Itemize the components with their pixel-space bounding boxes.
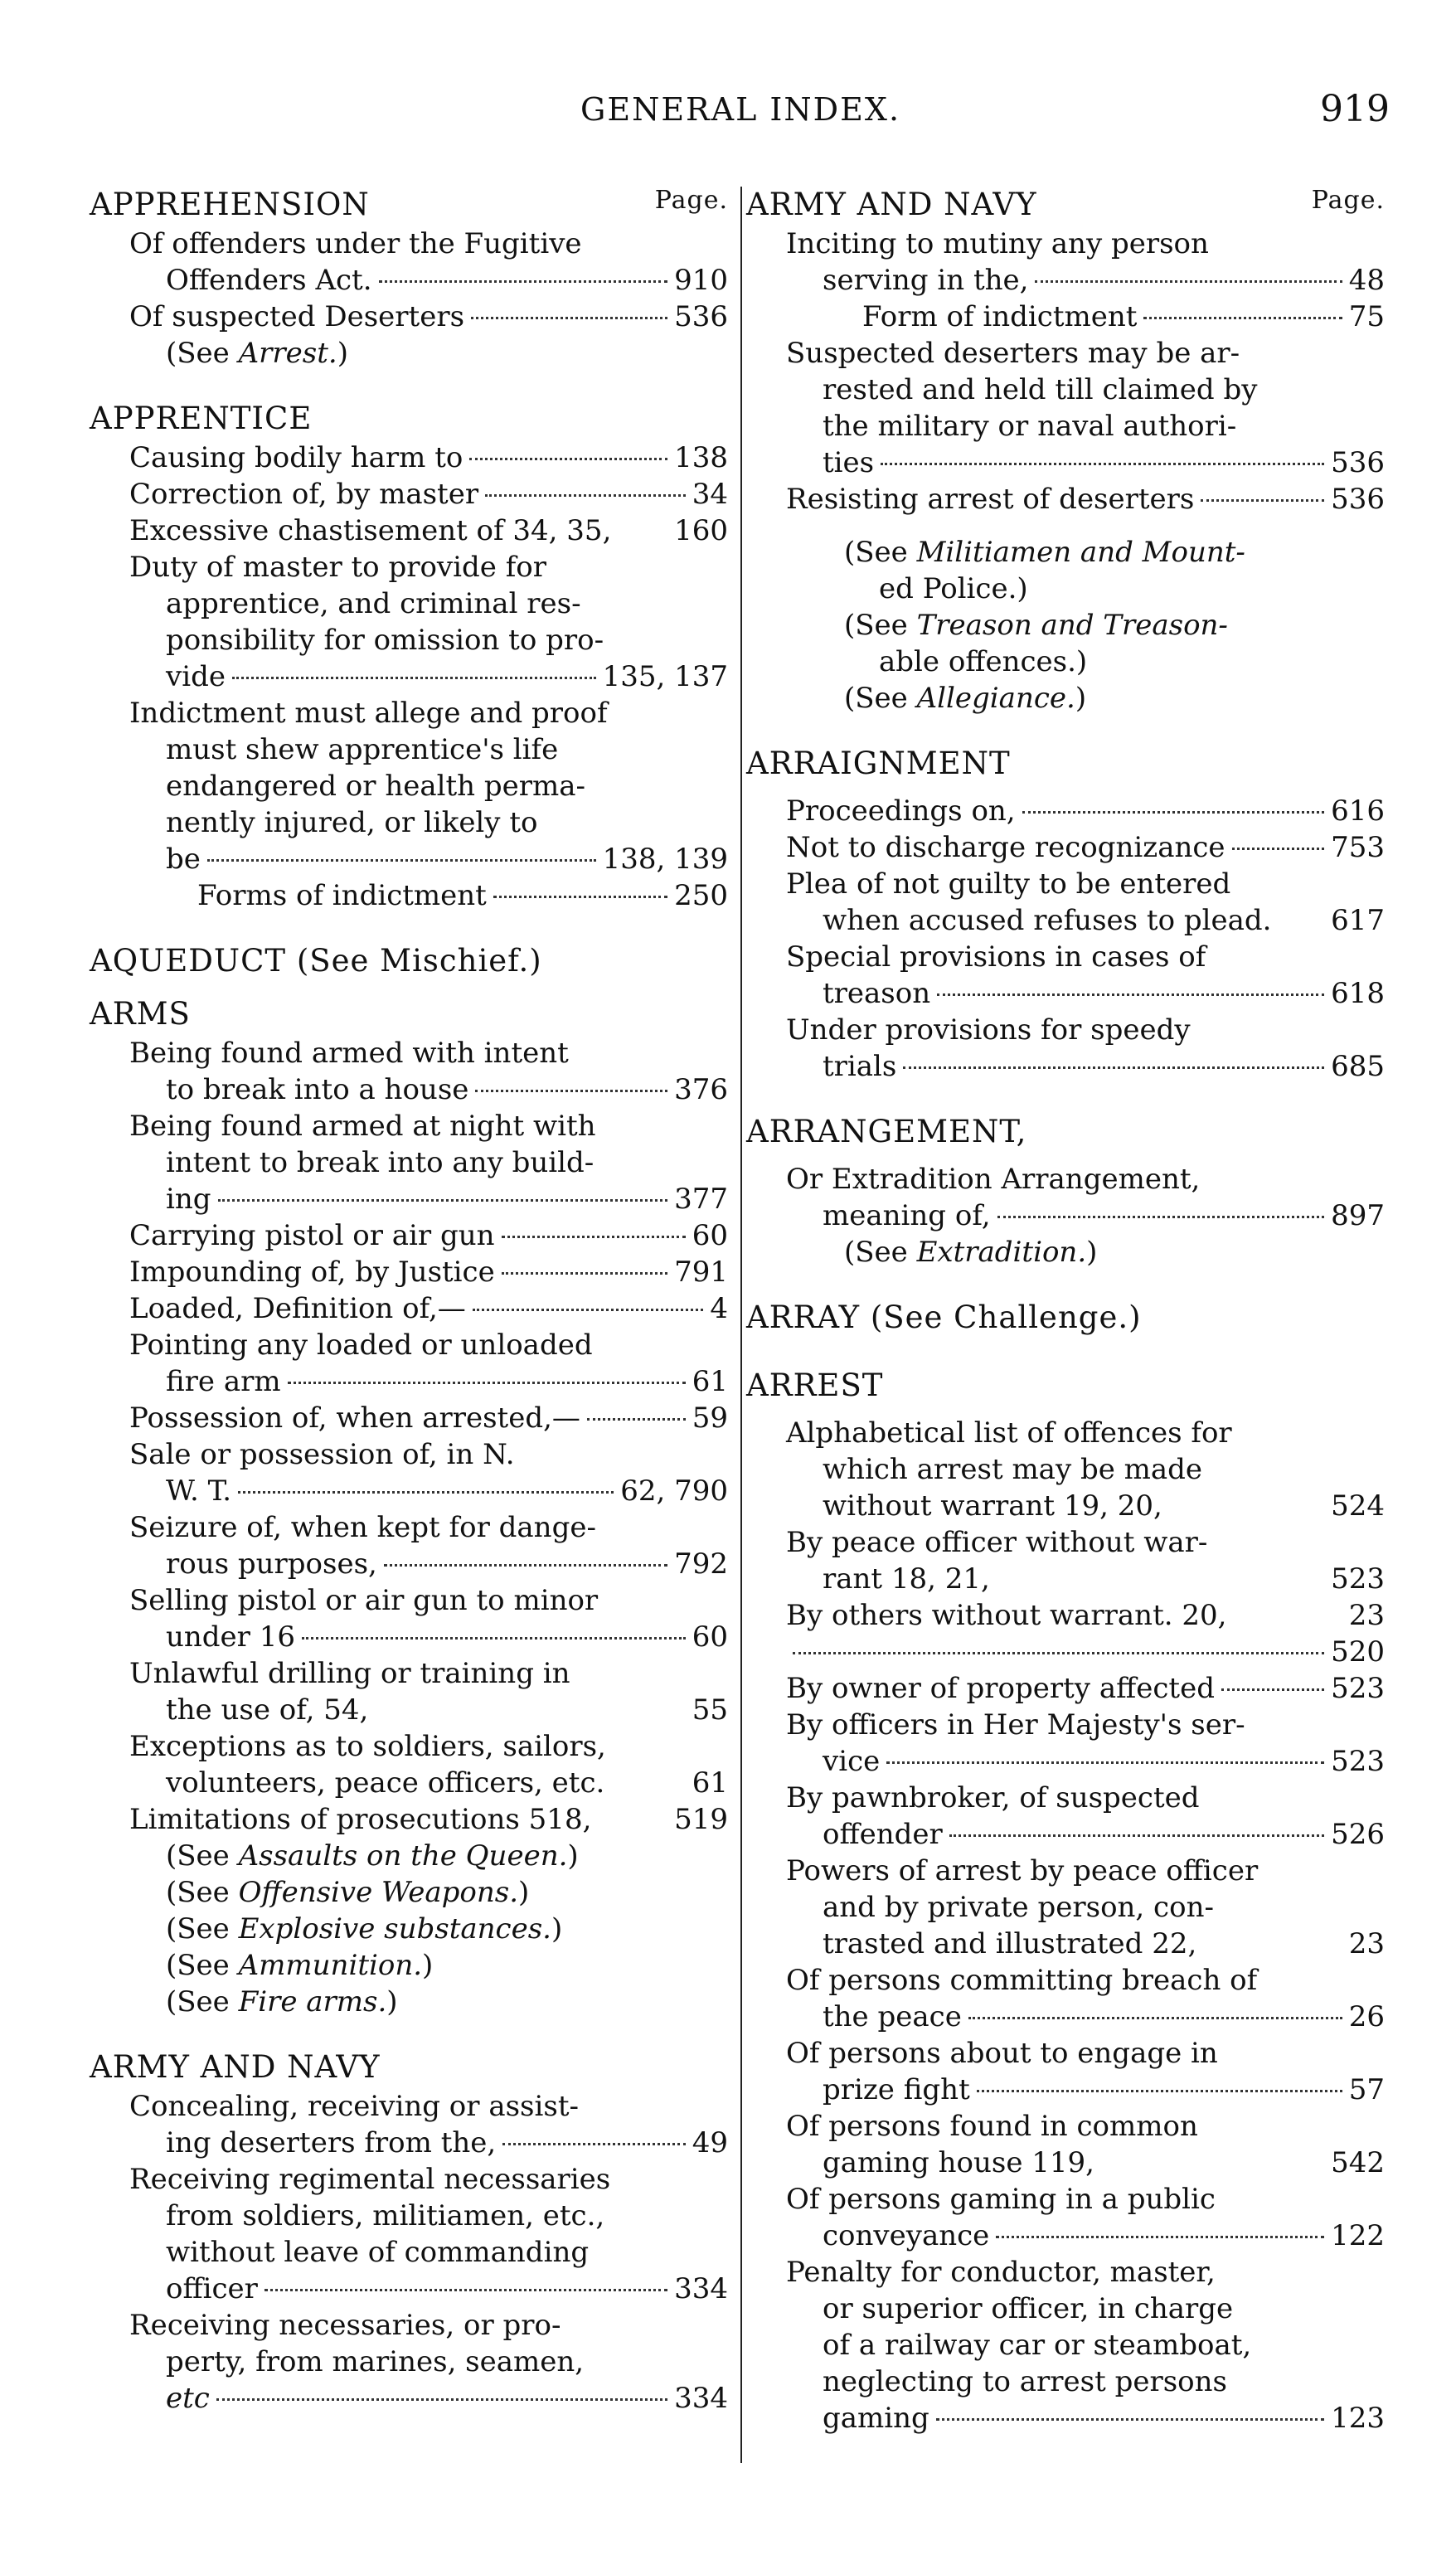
index-entry: Powers of arrest by peace officer and by private person, con- trasted and illustrated 22, 23 bbox=[786, 1854, 1385, 1960]
index-entry: By officers in Her Majesty's ser- vice 523 bbox=[786, 1708, 1385, 1778]
index-entry: Of persons about to engage in prize fight 57 bbox=[786, 2037, 1385, 2106]
see-reference: (See Treason and Treason- bbox=[844, 609, 1228, 642]
see-reference: (See Fire arms.) bbox=[166, 1985, 398, 2018]
index-entry: Suspected deserters may be ar- rested and held till claimed by the military or naval authori- ties 536 bbox=[786, 337, 1385, 479]
index-entry: Duty of master to provide for apprentice, and criminal res- ponsibility for omission to pro- vide 135, 137 bbox=[129, 551, 728, 693]
index-entry: Causing bodily harm to 138 bbox=[129, 441, 728, 474]
index-entry: Not to discharge recognizance 753 bbox=[786, 831, 1385, 864]
index-entry: Form of indictment 75 bbox=[862, 300, 1385, 333]
index-entry: Inciting to mutiny any person serving in the, 48 bbox=[786, 227, 1385, 297]
see-reference: (See Arrest.) bbox=[166, 337, 348, 370]
index-entry: Seizure of, when kept for dange- rous purposes, 792 bbox=[129, 1511, 728, 1581]
index-entry: Possession of, when arrested,— 59 bbox=[129, 1402, 728, 1435]
heading-apprehension: APPREHENSION Page. bbox=[90, 186, 728, 222]
heading-aqueduct: AQUEDUCT (See Mischief.) bbox=[90, 943, 542, 979]
index-entry: Concealing, receiving or assist- ing deserters from the, 49 bbox=[129, 2090, 728, 2159]
index-entry: By peace officer without war- rant 18, 21, 523 bbox=[786, 1526, 1385, 1596]
index-entry: Of suspected Deserters 536 bbox=[129, 300, 728, 333]
heading-arms: ARMS bbox=[90, 996, 191, 1032]
index-entry: Excessive chastisement of 34, 35, 160 bbox=[129, 514, 728, 547]
index-entry: Or Extradition Arrangement, meaning of, 897 bbox=[786, 1163, 1385, 1232]
index-entry: Carrying pistol or air gun 60 bbox=[129, 1219, 728, 1252]
see-reference: (See Ammunition.) bbox=[166, 1949, 434, 1982]
page-label: Page. bbox=[654, 186, 728, 215]
index-entry: Unlawful drilling or training in the use of, 54, 55 bbox=[129, 1657, 728, 1727]
index-entry: Of persons found in common gaming house 119, 542 bbox=[786, 2110, 1385, 2179]
index-entry: Loaded, Definition of,— 4 bbox=[129, 1292, 728, 1325]
index-entry: By owner of property affected 523 bbox=[786, 1672, 1385, 1705]
heading-arrest: ARREST bbox=[746, 1368, 884, 1403]
index-entry: Penalty for conductor, master, or superior officer, in charge of a railway car or steamboat, neglecting to arrest persons gaming 123 bbox=[786, 2256, 1385, 2435]
index-entry: By pawnbroker, of suspected offender 526 bbox=[786, 1781, 1385, 1851]
index-entry: Being found armed at night with intent to break into any build- ing 377 bbox=[129, 1110, 728, 1216]
see-reference: (See Extradition.) bbox=[844, 1236, 1098, 1269]
running-head bbox=[91, 88, 1390, 141]
index-entry: 520 bbox=[746, 1634, 1385, 1670]
heading-array: ARRAY (See Challenge.) bbox=[746, 1300, 1142, 1335]
index-entry: Being found armed with intent to break into a house 376 bbox=[129, 1037, 728, 1106]
index-entry: By others without warrant. 20, 23 bbox=[786, 1599, 1385, 1632]
see-reference: (See Offensive Weapons.) bbox=[166, 1876, 530, 1909]
heading-arraignment: ARRAIGNMENT bbox=[746, 746, 1011, 781]
column-divider bbox=[740, 187, 742, 2463]
index-entry: Correction of, by master 34 bbox=[129, 478, 728, 511]
index-entry: Selling pistol or air gun to minor under 16 60 bbox=[129, 1584, 728, 1654]
running-title: GENERAL INDEX. bbox=[580, 91, 901, 128]
index-entry: Proceedings on, 616 bbox=[786, 794, 1385, 828]
index-entry: Forms of indictment 250 bbox=[197, 879, 728, 912]
index-entry: Sale or possession of, in N. W. T. 62, 790 bbox=[129, 1438, 728, 1508]
right-column bbox=[746, 184, 1385, 2436]
index-entry: Of offenders under the Fugitive Offenders Act. 910 bbox=[129, 227, 728, 297]
index-entry: Pointing any loaded or unloaded fire arm 61 bbox=[129, 1329, 728, 1398]
index-entry: Impounding of, by Justice 791 bbox=[129, 1256, 728, 1289]
index-entry: Under provisions for speedy trials 685 bbox=[786, 1013, 1385, 1083]
heading-arrangement: ARRANGEMENT, bbox=[746, 1114, 1027, 1149]
index-entry: Limitations of prosecutions 518, 519 bbox=[129, 1803, 728, 1836]
see-reference: (See Allegiance.) bbox=[844, 682, 1087, 715]
see-reference: able offences.) bbox=[879, 645, 1088, 678]
see-reference: (See Assaults on the Queen.) bbox=[166, 1839, 579, 1873]
index-entry: Plea of not guilty to be entered when accused refuses to plead. 617 bbox=[786, 867, 1385, 937]
heading-army-and-navy: ARMY AND NAVY bbox=[90, 2049, 381, 2085]
heading-apprentice: APPRENTICE bbox=[90, 401, 313, 436]
see-reference: (See Militiamen and Mount- bbox=[844, 536, 1245, 569]
index-entry: Of persons gaming in a public conveyance 122 bbox=[786, 2183, 1385, 2252]
index-entry: Special provisions in cases of treason 618 bbox=[786, 940, 1385, 1010]
index-entry: Of persons committing breach of the peace 26 bbox=[786, 1964, 1385, 2033]
see-reference: ed Police.) bbox=[879, 572, 1028, 605]
left-column bbox=[90, 184, 728, 2417]
index-entry: Receiving regimental necessaries from soldiers, militiamen, etc., without leave of commanding officer 334 bbox=[129, 2163, 728, 2305]
see-reference: (See Explosive substances.) bbox=[166, 1912, 563, 1946]
page-number: 919 bbox=[1320, 88, 1390, 130]
index-entry: Indictment must allege and proof must shew apprentice's life endangered or health perma- nently injured, or likely to be 138, 139 bbox=[129, 697, 728, 876]
index-entry: Resisting arrest of deserters 536 bbox=[786, 483, 1385, 516]
page-label: Page. bbox=[1311, 186, 1385, 215]
index-entry: Alphabetical list of offences for which arrest may be made without warrant 19, 20, 524 bbox=[786, 1416, 1385, 1523]
heading-army-and-navy-cont: ARMY AND NAVY Page. bbox=[746, 186, 1385, 222]
index-entry: Receiving necessaries, or pro- perty, from marines, seamen, etc 334 bbox=[129, 2309, 728, 2415]
index-entry: Exceptions as to soldiers, sailors, volunteers, peace officers, etc. 61 bbox=[129, 1730, 728, 1800]
